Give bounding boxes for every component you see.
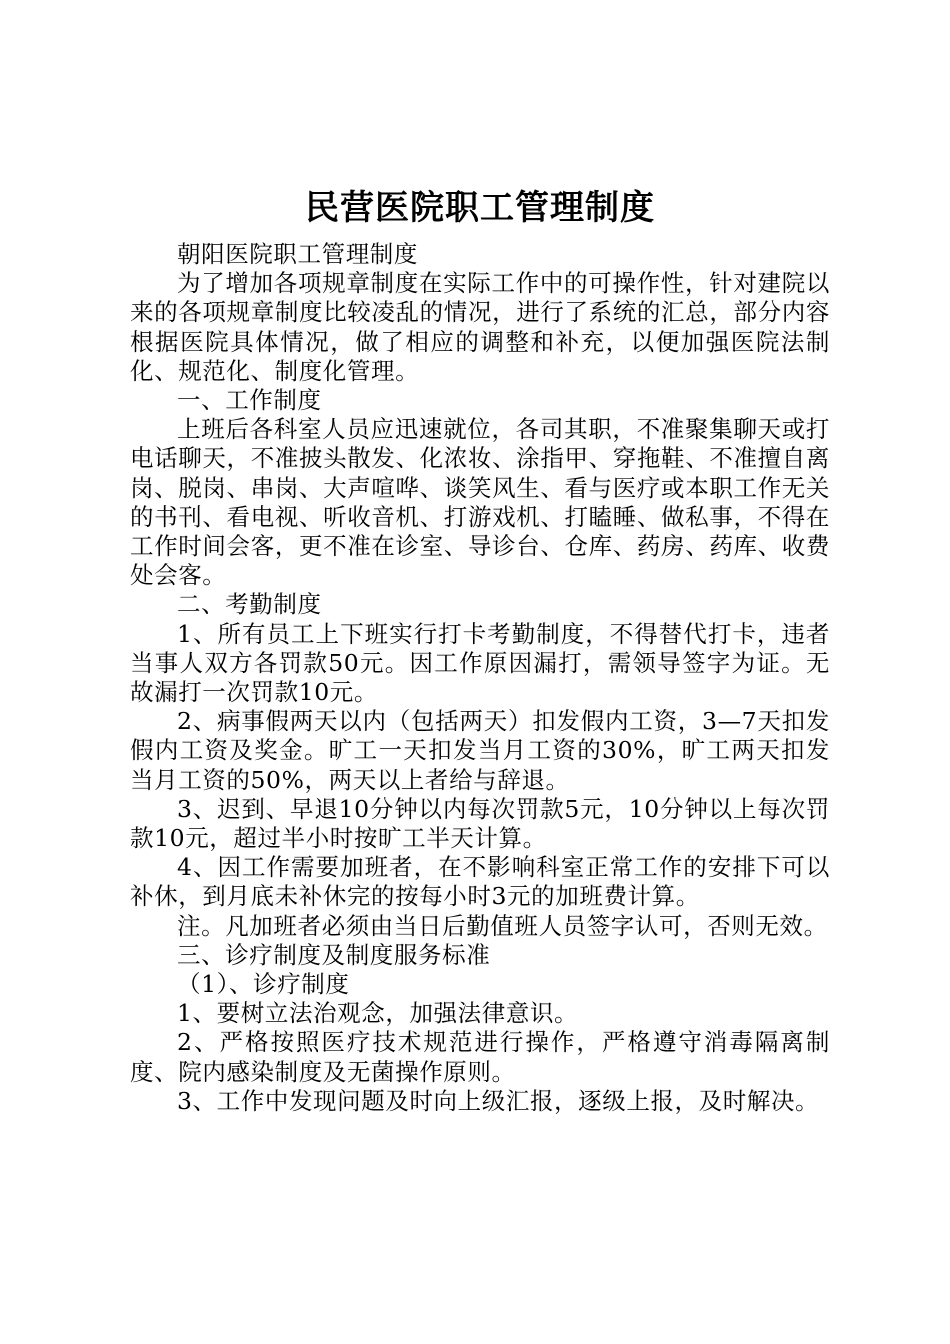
section-heading-diagnosis: 三、诊疗制度及制度服务标准 xyxy=(177,940,491,969)
paragraph-attendance-3: 3、迟到、早退10分钟以内每次罚款5元，10分钟以上每次罚款10元，超过半小时按旷工半天计算。 xyxy=(130,794,830,853)
paragraph-attendance-2: 2、病事假两天以内（包括两天）扣发假内工资，3—7天扣发假内工资及奖金。旷工一天扣发当月工资的30%，旷工两天扣发当月工资的50%，两天以上者给与辞退。 xyxy=(130,707,830,794)
section-heading-attendance: 二、考勤制度 xyxy=(177,590,322,619)
section-heading-work-rules: 一、工作制度 xyxy=(177,386,322,415)
paragraph-diagnosis-2: 2、严格按照医疗技术规范进行操作，严格遵守消毒隔离制度、院内感染制度及无菌操作原则。 xyxy=(130,1028,830,1086)
paragraph-diagnosis-1: 1、要树立法治观念，加强法律意识。 xyxy=(177,999,579,1028)
document-page xyxy=(130,178,830,1116)
paragraph-subtitle: 朝阳医院职工管理制度 xyxy=(177,240,418,268)
document-title: 民营医院职工管理制度 xyxy=(305,188,655,228)
paragraph-attendance-note: 注。凡加班者必须由当日后勤值班人员签字认可，否则无效。 xyxy=(177,911,828,940)
paragraph-attendance-1: 1、所有员工上下班实行打卡考勤制度，不得替代打卡，违者当事人双方各罚款50元。因工作原因漏打，需领导签字为证。无故漏打一次罚款10元。 xyxy=(130,619,830,707)
subsection-heading-diagnosis: （1）、诊疗制度 xyxy=(177,970,350,999)
paragraph-diagnosis-3: 3、工作中发现问题及时向上级汇报，逐级上报，及时解决。 xyxy=(177,1086,820,1115)
paragraph-work-rules: 上班后各科室人员应迅速就位，各司其职，不准聚集聊天或打电话聊天，不准披头散发、化浓妆、涂指甲、穿拖鞋、不准擅自离岗、脱岗、串岗、大声喧哗、谈笑风生、看与医疗或本职工作无关的书刊、看电视、听收音机、打游戏机、打瞌睡、做私事，不得在工作时间会客，更不准在诊室、导诊台、仓库、药房、药库、收费处会客。 xyxy=(130,415,830,590)
paragraph-attendance-4: 4、因工作需要加班者，在不影响科室正常工作的安排下可以补休，到月底未补休完的按每小时3元的加班费计算。 xyxy=(130,853,830,911)
paragraph-intro: 为了增加各项规章制度在实际工作中的可操作性，针对建院以来的各项规章制度比较凌乱的情况，进行了系统的汇总，部分内容根据医院具体情况，做了相应的调整和补充，以便加强医院法制化、规范化、制度化管理。 xyxy=(130,269,830,385)
